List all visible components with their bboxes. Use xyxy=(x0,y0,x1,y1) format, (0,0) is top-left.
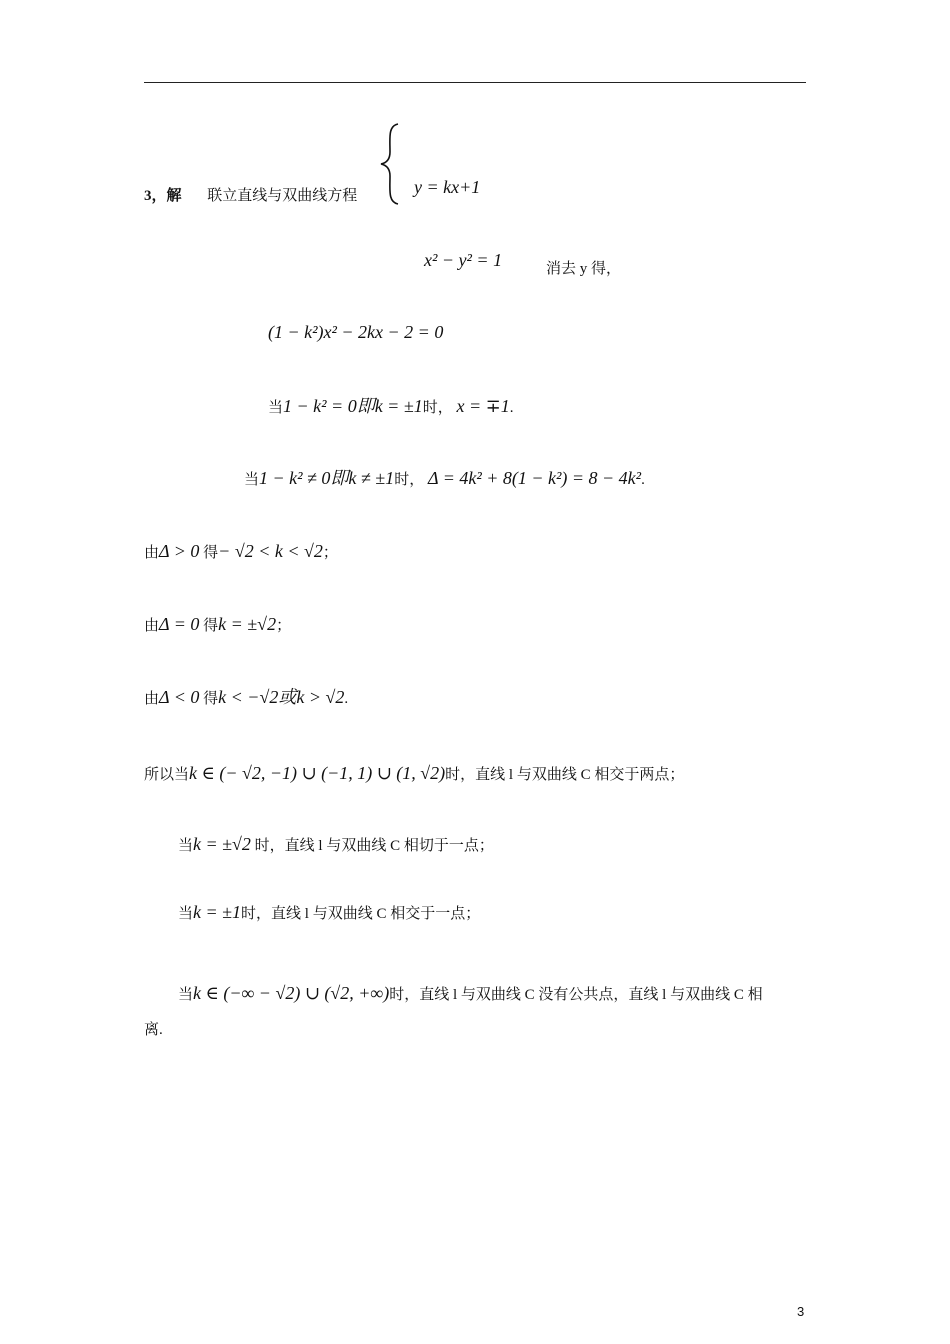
conclusion-prefix: 所以当 xyxy=(144,767,190,783)
delta-prefix: 由 xyxy=(144,618,160,634)
delta-end: ； xyxy=(322,545,338,561)
conclusion-set: k = ±1 xyxy=(193,902,242,922)
case-end: . xyxy=(641,472,645,488)
case-condition: 1 − k² ≠ 0即k ≠ ±1 xyxy=(259,468,395,488)
conclusion-set: k ∈ (− √2, −1) ∪ (−1, 1) ∪ (1, √2) xyxy=(189,763,446,783)
delta-mid: 得 xyxy=(203,691,219,707)
delta-result: − √2 < k < √2 xyxy=(218,541,323,561)
delta-positive xyxy=(144,541,338,563)
delta-mid: 得 xyxy=(203,618,219,634)
delta-condition: Δ > 0 xyxy=(159,541,200,561)
case-condition: 1 − k² = 0即k = ±1 xyxy=(283,396,423,416)
page-number: 3 xyxy=(797,1304,805,1319)
case-mid: 时， xyxy=(394,472,425,488)
case-end: . xyxy=(509,400,514,416)
case-mid: 时， xyxy=(422,400,453,416)
conclusion-set: k ∈ (−∞ − √2) ∪ (√2, +∞) xyxy=(193,983,390,1003)
conclusion-no-intersection xyxy=(178,983,763,1005)
delta-prefix: 由 xyxy=(144,545,160,561)
delta-negative xyxy=(144,687,348,709)
solution-header xyxy=(144,186,357,206)
system-brace-icon xyxy=(376,122,406,206)
conclusion-wrap: 离. xyxy=(144,1022,163,1038)
intro-text: 联立直线与双曲线方程 xyxy=(207,188,358,204)
quadratic-equation: (1 − k²)x² − 2kx − 2 = 0 xyxy=(268,322,444,342)
conclusion-prefix: 当 xyxy=(178,987,194,1003)
conclusion-one-point xyxy=(178,902,480,924)
conclusion-text: 时，直线 l 与双曲线 C 相交于一点； xyxy=(241,906,481,922)
header-rule xyxy=(144,82,806,83)
equation-line: y = kx+1 xyxy=(414,177,481,197)
conclusion-prefix: 当 xyxy=(178,838,194,854)
case-result: Δ = 4k² + 8(1 − k²) = 8 − 4k² xyxy=(427,468,642,488)
conclusion-text: 时，直线 l 与双曲线 C 相交于两点； xyxy=(445,767,685,783)
case-linear xyxy=(268,396,513,418)
case-prefix: 当 xyxy=(244,472,260,488)
case-result: x = ∓1 xyxy=(456,396,510,416)
case-quadratic xyxy=(244,468,645,490)
conclusion-text: 时，直线 l 与双曲线 C 相切于一点； xyxy=(254,838,494,854)
delta-end: ； xyxy=(276,618,292,634)
equation-hyperbola: x² − y² = 1 xyxy=(424,250,503,270)
conclusion-text: 时，直线 l 与双曲线 C 没有公共点，直线 l 与双曲线 C 相 xyxy=(389,987,763,1003)
delta-mid: 得 xyxy=(203,545,219,561)
delta-result: k < −√2或k > √2 xyxy=(218,687,345,707)
conclusion-prefix: 当 xyxy=(178,906,194,922)
delta-result: k = ±√2 xyxy=(218,614,277,634)
conclusion-set: k = ±√2 xyxy=(193,834,251,854)
eliminate-text: 消去 y 得， xyxy=(546,261,622,277)
item-label: 3，解 xyxy=(144,188,182,204)
delta-prefix: 由 xyxy=(144,691,160,707)
delta-condition: Δ < 0 xyxy=(159,687,200,707)
case-prefix: 当 xyxy=(268,400,284,416)
delta-end: . xyxy=(344,691,349,707)
conclusion-tangent xyxy=(178,834,494,856)
delta-zero xyxy=(144,614,291,636)
delta-condition: Δ = 0 xyxy=(159,614,200,634)
conclusion-two-points xyxy=(144,763,684,785)
